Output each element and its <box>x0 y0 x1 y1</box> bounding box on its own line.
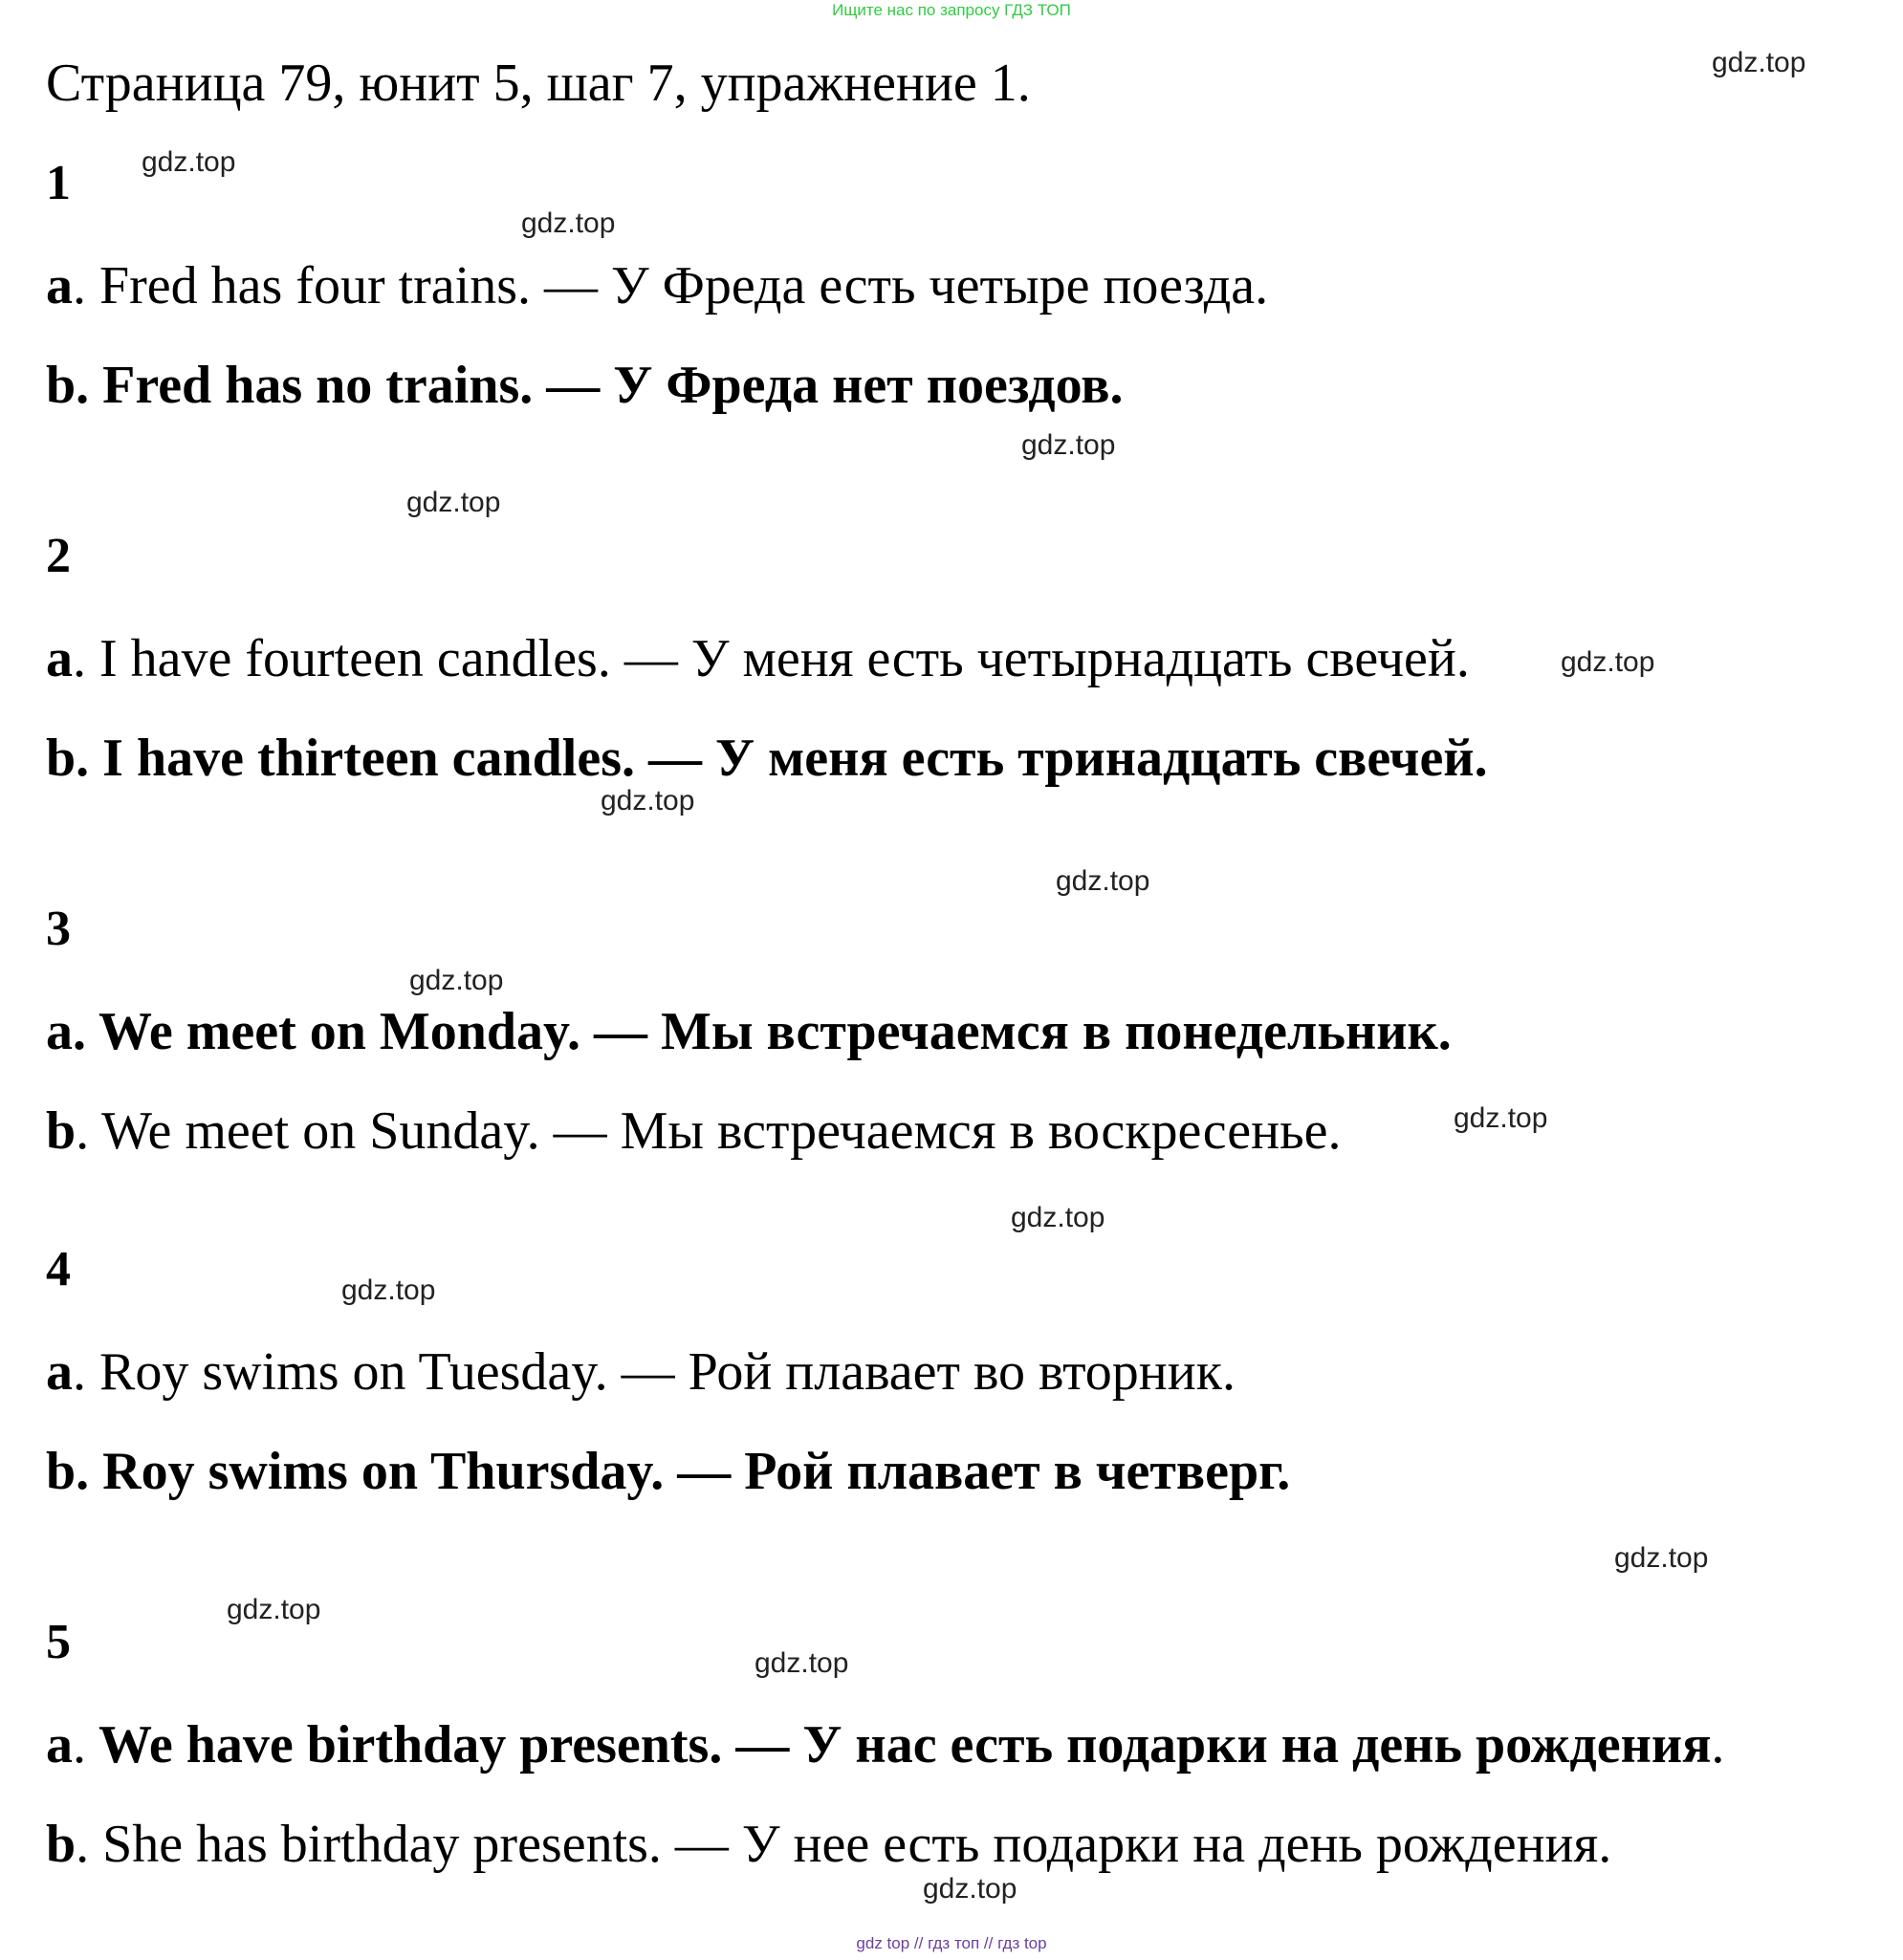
watermark: gdz.top <box>409 965 504 996</box>
exercise-number: 5 <box>46 1615 71 1669</box>
sentence-letter: b <box>46 1101 77 1161</box>
sentence-a <box>46 254 1268 317</box>
sentence-b: b. Fred has no trains. — У Фреда нет поездов. <box>46 356 1124 415</box>
sentence-text: . I have fourteen candles. — У меня есть четырнадцать свечей. <box>73 629 1470 688</box>
watermark: gdz.top <box>1056 865 1150 897</box>
sentence-b: b. I have thirteen candles. — У меня есть тринадцать свечей. <box>46 729 1488 788</box>
watermark: gdz.top <box>1712 47 1806 78</box>
watermark: gdz.top <box>1011 1202 1105 1233</box>
sentence-b <box>46 1100 1341 1163</box>
sentence-letter: b <box>46 1815 77 1874</box>
sentence-letter: a <box>46 1715 73 1775</box>
sentence-text: . She has birthday presents. — У нее есть подарки на день рождения. <box>76 1815 1612 1874</box>
exercise-number: 1 <box>46 156 71 210</box>
sentence-letter: a <box>46 629 73 688</box>
exercise-number: 4 <box>46 1242 71 1296</box>
watermark: gdz.top <box>341 1274 436 1306</box>
watermark: gdz.top <box>1021 429 1116 461</box>
watermark: gdz.top <box>755 1647 849 1679</box>
sentence-letter: a <box>46 256 73 316</box>
watermark: gdz.top <box>923 1873 1017 1905</box>
sentence-end: . <box>1711 1715 1725 1775</box>
exercise-number: 3 <box>46 902 71 956</box>
sentence-a <box>46 1713 1724 1776</box>
sentence-b: b. Roy swims on Thursday. — Рой плавает в четверг. <box>46 1442 1291 1501</box>
watermark: gdz.top <box>1454 1102 1548 1134</box>
watermark: gdz.top <box>1561 646 1655 678</box>
sentence-text: . We meet on Sunday. — Мы встречаемся в воскресенье. <box>76 1101 1342 1161</box>
watermark: gdz.top <box>521 207 616 239</box>
page-title: Страница 79, юнит 5, шаг 7, упражнение 1. <box>46 54 1031 113</box>
sentence-text: . <box>73 1715 86 1775</box>
watermark: gdz.top <box>406 487 501 518</box>
top-banner: Ищите нас по запросу ГДЗ ТОП <box>832 1 1071 19</box>
exercise-number: 2 <box>46 529 71 583</box>
sentence-a: a. We meet on Monday. — Мы встречаемся в понедельник. <box>46 1002 1452 1061</box>
sentence-a <box>46 1340 1236 1404</box>
watermark: gdz.top <box>142 146 236 178</box>
sentence-text: . Fred has four trains. — У Фреда есть четыре поезда. <box>73 256 1269 316</box>
sentence-text: . Roy swims on Tuesday. — Рой плавает во вторник. <box>73 1342 1236 1402</box>
footer-links: gdz top // гдз топ // гдз top <box>856 1934 1047 1952</box>
sentence-a <box>46 627 1470 690</box>
sentence-b <box>46 1813 1611 1876</box>
watermark: gdz.top <box>601 785 695 817</box>
watermark: gdz.top <box>1614 1542 1709 1574</box>
sentence-text-bold: We have birthday presents. — У нас есть подарки на день рождения <box>86 1715 1712 1775</box>
watermark: gdz.top <box>227 1594 321 1625</box>
sentence-letter: a <box>46 1342 73 1402</box>
